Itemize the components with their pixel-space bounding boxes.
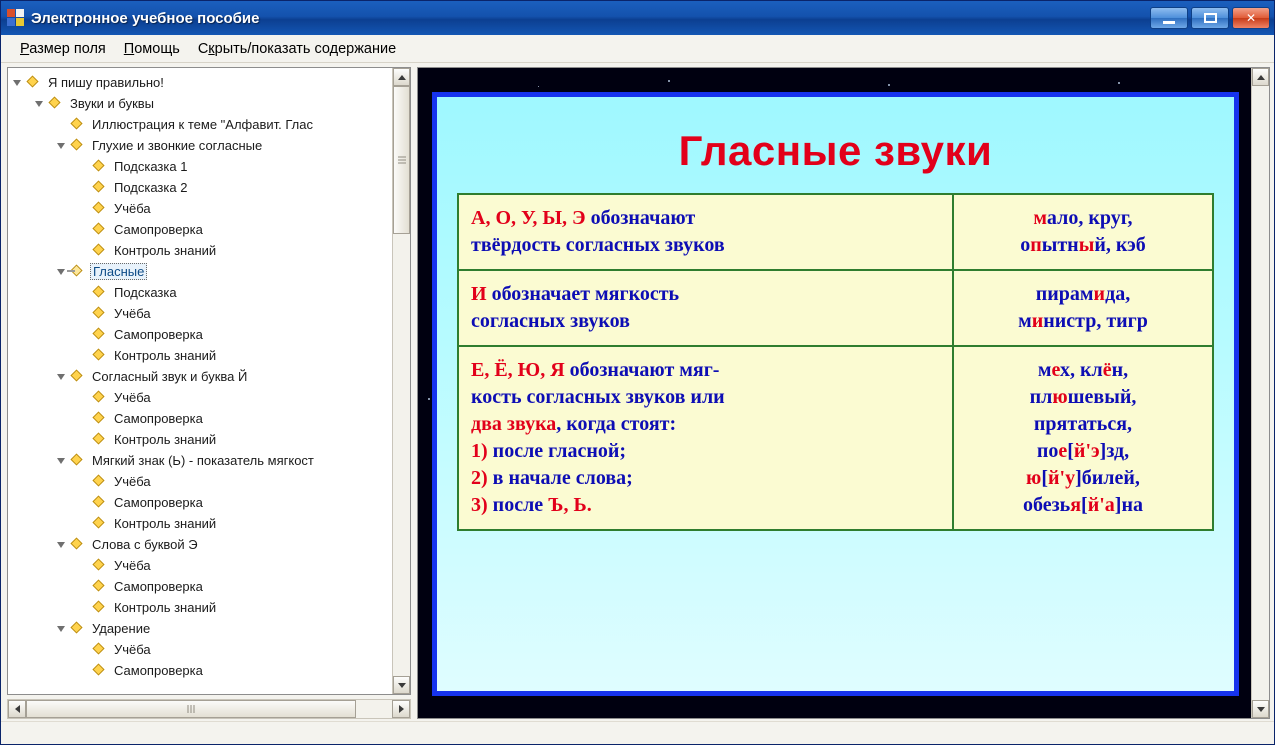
tree-item-label: Звуки и буквы bbox=[70, 96, 155, 111]
vowels-example-text: ]на bbox=[1114, 494, 1143, 516]
vowels-example-text: я bbox=[1070, 494, 1082, 516]
tree-item[interactable] bbox=[12, 366, 392, 387]
page-diamond-icon bbox=[93, 560, 107, 572]
vowels-rule-text: Е, Ё, Ю, Я bbox=[471, 359, 565, 381]
vowels-example-text: [ bbox=[1067, 440, 1074, 462]
vowels-example-text: ы bbox=[1078, 234, 1095, 256]
chevron-down-icon bbox=[398, 683, 406, 688]
page-diamond-icon bbox=[71, 266, 85, 278]
tree-scroll-thumb[interactable] bbox=[393, 86, 410, 234]
slide-title: Гласные звуки bbox=[678, 127, 993, 174]
vowels-example-text: ало, круг, bbox=[1046, 207, 1133, 229]
tree-item-label: Учёба bbox=[114, 201, 151, 216]
vowels-rule-text: после гласной; bbox=[487, 440, 627, 462]
tree-indent bbox=[78, 181, 91, 194]
tree-item[interactable] bbox=[12, 324, 392, 345]
page-diamond-icon bbox=[93, 497, 107, 509]
tree-item-label: Самопроверка bbox=[114, 579, 203, 594]
tree-item-label: Самопроверка bbox=[114, 663, 203, 678]
tree-item-label: Подсказка 2 bbox=[114, 180, 188, 195]
vowels-rule-text: И bbox=[471, 283, 487, 305]
tree-indent bbox=[78, 286, 91, 299]
vowels-example-text: да, bbox=[1105, 283, 1131, 305]
menu-bar bbox=[1, 35, 1274, 63]
vowels-rule-text: после bbox=[487, 494, 549, 516]
tree-item-label: Ударение bbox=[92, 621, 151, 636]
vowels-rule-text: согласных звуков bbox=[471, 310, 630, 332]
tree-indent bbox=[78, 244, 91, 257]
vowels-example-text: о bbox=[1020, 234, 1031, 256]
tree-indent bbox=[78, 391, 91, 404]
tree-expander-icon[interactable] bbox=[56, 139, 69, 152]
slide-vertical-scrollbar[interactable] bbox=[1251, 68, 1269, 718]
page-diamond-icon bbox=[71, 623, 85, 635]
menu-item-help-label: омощь bbox=[134, 40, 180, 57]
page-diamond-icon bbox=[93, 350, 107, 362]
tree-item-label: Самопроверка bbox=[114, 411, 203, 426]
vowels-example-text: й'э bbox=[1073, 440, 1100, 462]
grip-icon bbox=[398, 157, 406, 164]
main-content bbox=[1, 63, 1274, 721]
vowels-example-cell bbox=[953, 194, 1213, 270]
tree-item-label: Глухие и звонкие согласные bbox=[92, 138, 263, 153]
tree-scroll-up-button[interactable] bbox=[393, 68, 410, 86]
tree-item[interactable] bbox=[12, 618, 392, 639]
page-diamond-icon bbox=[27, 77, 41, 89]
tree-item[interactable] bbox=[12, 282, 392, 303]
tree-item-label: Учёба bbox=[114, 306, 151, 321]
tree-indent bbox=[78, 307, 91, 320]
page-diamond-icon bbox=[49, 98, 63, 110]
menu-item-help[interactable]: Помощь bbox=[123, 40, 180, 57]
tree-indent bbox=[78, 475, 91, 488]
chevron-up-icon bbox=[398, 75, 406, 80]
tree-item-label: Мягкий знак (Ь) - показатель мягкост bbox=[92, 453, 314, 468]
vowels-rule-text: 3) bbox=[471, 494, 488, 516]
page-diamond-icon bbox=[93, 308, 107, 320]
tree-indent bbox=[78, 496, 91, 509]
tree-expander-icon[interactable] bbox=[56, 622, 69, 635]
slide-scroll-track[interactable] bbox=[1252, 86, 1269, 700]
tree-item[interactable] bbox=[12, 471, 392, 492]
vowels-example-text: нистр, тигр bbox=[1043, 310, 1148, 332]
tree-indent bbox=[78, 160, 91, 173]
vowels-example-text: м bbox=[1037, 359, 1052, 381]
tree-indent bbox=[78, 223, 91, 236]
app-icon bbox=[7, 9, 25, 27]
vowels-example-text: пл bbox=[1029, 386, 1053, 408]
page-diamond-icon bbox=[93, 518, 107, 530]
chevron-left-icon bbox=[15, 705, 20, 713]
tree-item-label: Иллюстрация к теме "Алфавит. Глас bbox=[92, 117, 313, 132]
page-diamond-icon bbox=[93, 182, 107, 194]
grip-icon bbox=[188, 705, 195, 713]
tree-item[interactable] bbox=[12, 93, 392, 114]
page-diamond-icon bbox=[93, 581, 107, 593]
tree-item[interactable] bbox=[12, 450, 392, 471]
vowels-example-text: ытн bbox=[1041, 234, 1079, 256]
tree-item[interactable] bbox=[12, 429, 392, 450]
page-diamond-icon bbox=[93, 245, 107, 257]
chevron-down-icon bbox=[1257, 707, 1265, 712]
title-bar bbox=[1, 1, 1274, 35]
tree-item[interactable] bbox=[12, 114, 392, 135]
tree-item[interactable] bbox=[12, 72, 392, 93]
vowels-rule-text: А, О, У, Ы, Э bbox=[471, 207, 586, 229]
tree-item[interactable] bbox=[12, 177, 392, 198]
vowels-example-text: й'а bbox=[1087, 494, 1115, 516]
vowels-table bbox=[457, 193, 1214, 531]
tree-indent bbox=[78, 328, 91, 341]
page-diamond-icon bbox=[93, 665, 107, 677]
page-diamond-icon bbox=[93, 161, 107, 173]
vowels-example-text: ю bbox=[1026, 467, 1042, 489]
vowels-example-text: е bbox=[1051, 359, 1060, 381]
slide-scroll-down-button[interactable] bbox=[1252, 700, 1269, 718]
vowels-rule-cell bbox=[458, 346, 953, 530]
vowels-table-row bbox=[458, 270, 1213, 346]
vowels-rule-text: 2) bbox=[471, 467, 488, 489]
tree-item-label: Контроль знаний bbox=[114, 348, 217, 363]
tree-item[interactable] bbox=[12, 387, 392, 408]
tree-item-label: Учёба bbox=[114, 642, 151, 657]
vowels-rule-cell bbox=[458, 270, 953, 346]
tree-item[interactable] bbox=[12, 408, 392, 429]
tree-item[interactable] bbox=[12, 261, 392, 282]
vowels-example-text: по bbox=[1036, 440, 1059, 462]
vowels-example-text: ю bbox=[1052, 386, 1068, 408]
vowels-rule-text: , когда стоят: bbox=[556, 413, 677, 435]
tree-item-label: Учёба bbox=[114, 558, 151, 573]
minimize-icon bbox=[1163, 21, 1175, 24]
vowels-example-text: [ bbox=[1041, 467, 1048, 489]
vowels-rule-text: твёрдость согласных звуков bbox=[471, 234, 725, 256]
vowels-example-text: й'у bbox=[1048, 467, 1076, 489]
vowels-example-text: п bbox=[1030, 234, 1042, 256]
contents-tree[interactable] bbox=[8, 68, 392, 694]
status-bar bbox=[1, 721, 1274, 744]
vowels-example-text: ё bbox=[1102, 359, 1112, 381]
tree-item-label: Учёба bbox=[114, 474, 151, 489]
tree-item-label: Контроль знаний bbox=[114, 516, 217, 531]
tree-item-label: Учёба bbox=[114, 390, 151, 405]
vowels-example-text: обезь bbox=[1022, 494, 1071, 516]
page-diamond-icon bbox=[93, 392, 107, 404]
vowels-example-text: пирам bbox=[1035, 283, 1094, 305]
page-diamond-icon bbox=[71, 119, 85, 131]
page-diamond-icon bbox=[93, 224, 107, 236]
vowels-example-text: х, кл bbox=[1059, 359, 1103, 381]
tree-item-label: Контроль знаний bbox=[114, 243, 217, 258]
tree-item[interactable] bbox=[12, 240, 392, 261]
tree-indent bbox=[78, 643, 91, 656]
tree-item[interactable] bbox=[12, 198, 392, 219]
vowels-rule-text: в начале слова; bbox=[487, 467, 633, 489]
tree-scroll-track[interactable] bbox=[393, 86, 410, 676]
tree-item[interactable] bbox=[12, 576, 392, 597]
vowels-rule-text: кость согласных звуков или bbox=[471, 386, 725, 408]
vowels-example-text: прятаться, bbox=[1033, 413, 1133, 435]
window-controls bbox=[1150, 7, 1270, 29]
page-diamond-icon bbox=[71, 539, 85, 551]
menu-item-field-size-label: азмер поля bbox=[29, 40, 106, 57]
tree-item[interactable] bbox=[12, 534, 392, 555]
page-diamond-icon bbox=[93, 287, 107, 299]
vowels-example-text: м bbox=[1033, 207, 1047, 229]
vowels-rule-cell bbox=[458, 194, 953, 270]
vowels-rule-text: Ъ, Ь. bbox=[548, 494, 592, 516]
vowels-example-text: е bbox=[1058, 440, 1068, 462]
page-diamond-icon bbox=[71, 455, 85, 467]
vowels-example-cell bbox=[953, 270, 1213, 346]
maximize-button[interactable] bbox=[1191, 7, 1229, 29]
vowels-example-text: м bbox=[1018, 310, 1032, 332]
tree-item[interactable] bbox=[12, 660, 392, 681]
vowels-example-text: н, bbox=[1111, 359, 1129, 381]
tree-hscroll-track[interactable] bbox=[26, 700, 392, 718]
tree-indent bbox=[78, 202, 91, 215]
vowels-example-text: и bbox=[1093, 283, 1106, 305]
tree-item[interactable] bbox=[12, 492, 392, 513]
tree-hscroll-thumb[interactable] bbox=[26, 700, 356, 718]
minimize-button[interactable] bbox=[1150, 7, 1188, 29]
tree-item[interactable] bbox=[12, 345, 392, 366]
tree-item-label: Контроль знаний bbox=[114, 600, 217, 615]
tree-item[interactable] bbox=[12, 135, 392, 156]
tree-item-label: Самопроверка bbox=[114, 327, 203, 342]
close-icon: ✕ bbox=[1245, 11, 1257, 25]
tree-scroll-right-button[interactable] bbox=[392, 700, 410, 718]
vowels-rule-text: два звука bbox=[471, 413, 557, 435]
tree-item-label: Самопроверка bbox=[114, 222, 203, 237]
tree-indent bbox=[78, 517, 91, 530]
window-title: Электронное учебное пособие bbox=[31, 9, 260, 27]
tree-item-label: Согласный звук и буква Й bbox=[92, 369, 248, 384]
page-diamond-icon bbox=[93, 413, 107, 425]
menu-item-toggle-contents-label: рыть/показать содержание bbox=[214, 40, 397, 57]
tree-expander-icon[interactable] bbox=[56, 265, 69, 278]
tree-indent bbox=[56, 118, 69, 131]
tree-item[interactable] bbox=[12, 303, 392, 324]
page-diamond-icon bbox=[71, 371, 85, 383]
vowels-example-cell bbox=[953, 346, 1213, 530]
tree-indent bbox=[78, 349, 91, 362]
slide-scroll-up-button[interactable] bbox=[1252, 68, 1269, 86]
slide-box bbox=[417, 67, 1270, 719]
tree-horizontal-scrollbar[interactable] bbox=[7, 699, 411, 719]
page-diamond-icon bbox=[93, 434, 107, 446]
tree-item-label: Подсказка bbox=[114, 285, 177, 300]
tree-item[interactable] bbox=[12, 639, 392, 660]
tree-item-label: Контроль знаний bbox=[114, 432, 217, 447]
vowels-rule-text: обозначает мягкость bbox=[486, 283, 680, 305]
tree-expander-icon[interactable] bbox=[56, 538, 69, 551]
tree-expander-icon[interactable] bbox=[56, 370, 69, 383]
tree-indent bbox=[78, 559, 91, 572]
tree-item-label: Я пишу правильно! bbox=[48, 75, 164, 90]
tree-item[interactable] bbox=[12, 156, 392, 177]
page-diamond-icon bbox=[71, 140, 85, 152]
vowels-rule-text: обозначают bbox=[585, 207, 696, 229]
tree-indent bbox=[78, 412, 91, 425]
tree-indent bbox=[78, 580, 91, 593]
close-button[interactable] bbox=[1232, 7, 1270, 29]
tree-item[interactable] bbox=[12, 219, 392, 240]
vowels-table-row bbox=[458, 346, 1213, 530]
tree-item-label: Слова с буквой Э bbox=[92, 537, 198, 552]
tree-expander-icon[interactable] bbox=[34, 97, 47, 110]
vowels-rule-text: 1) bbox=[471, 440, 488, 462]
vowels-example-text: й, кэб bbox=[1094, 234, 1146, 256]
tree-item[interactable] bbox=[12, 597, 392, 618]
page-diamond-icon bbox=[93, 203, 107, 215]
slide-pane bbox=[417, 67, 1270, 719]
contents-pane bbox=[7, 67, 411, 719]
tree-scroll-down-button[interactable] bbox=[393, 676, 410, 694]
menu-item-toggle-contents[interactable]: Скрыть/показать содержание bbox=[197, 40, 397, 57]
tree-item-label: Гласные bbox=[90, 263, 147, 280]
tree-indent bbox=[78, 664, 91, 677]
tree-item-label: Самопроверка bbox=[114, 495, 203, 510]
vowels-table-row bbox=[458, 194, 1213, 270]
page-diamond-icon bbox=[93, 602, 107, 614]
vowels-example-text: и bbox=[1031, 310, 1044, 332]
chevron-up-icon bbox=[1257, 75, 1265, 80]
tree-indent bbox=[78, 601, 91, 614]
tree-item[interactable] bbox=[12, 513, 392, 534]
page-diamond-icon bbox=[93, 476, 107, 488]
contents-tree-box bbox=[7, 67, 411, 695]
menu-item-field-size[interactable]: Размер поля bbox=[20, 40, 106, 57]
tree-indent bbox=[78, 433, 91, 446]
vowels-example-text: ]билей, bbox=[1075, 467, 1140, 489]
vowels-example-text: [ bbox=[1081, 494, 1088, 516]
vowels-example-text: ]зд, bbox=[1099, 440, 1130, 462]
vowels-example-text: шевый, bbox=[1067, 386, 1137, 408]
tree-scroll-left-button[interactable] bbox=[8, 700, 26, 718]
tree-expander-icon[interactable] bbox=[12, 76, 25, 89]
maximize-icon bbox=[1204, 13, 1217, 23]
page-diamond-icon bbox=[93, 329, 107, 341]
tree-vertical-scrollbar[interactable] bbox=[392, 68, 410, 694]
slide-canvas bbox=[418, 68, 1251, 718]
tree-item[interactable] bbox=[12, 555, 392, 576]
chevron-right-icon bbox=[399, 705, 404, 713]
tree-item-label: Подсказка 1 bbox=[114, 159, 188, 174]
vowels-rule-text: обозначают мяг- bbox=[564, 359, 720, 381]
tree-expander-icon[interactable] bbox=[56, 454, 69, 467]
page-diamond-icon bbox=[93, 644, 107, 656]
slide-frame bbox=[432, 92, 1239, 696]
